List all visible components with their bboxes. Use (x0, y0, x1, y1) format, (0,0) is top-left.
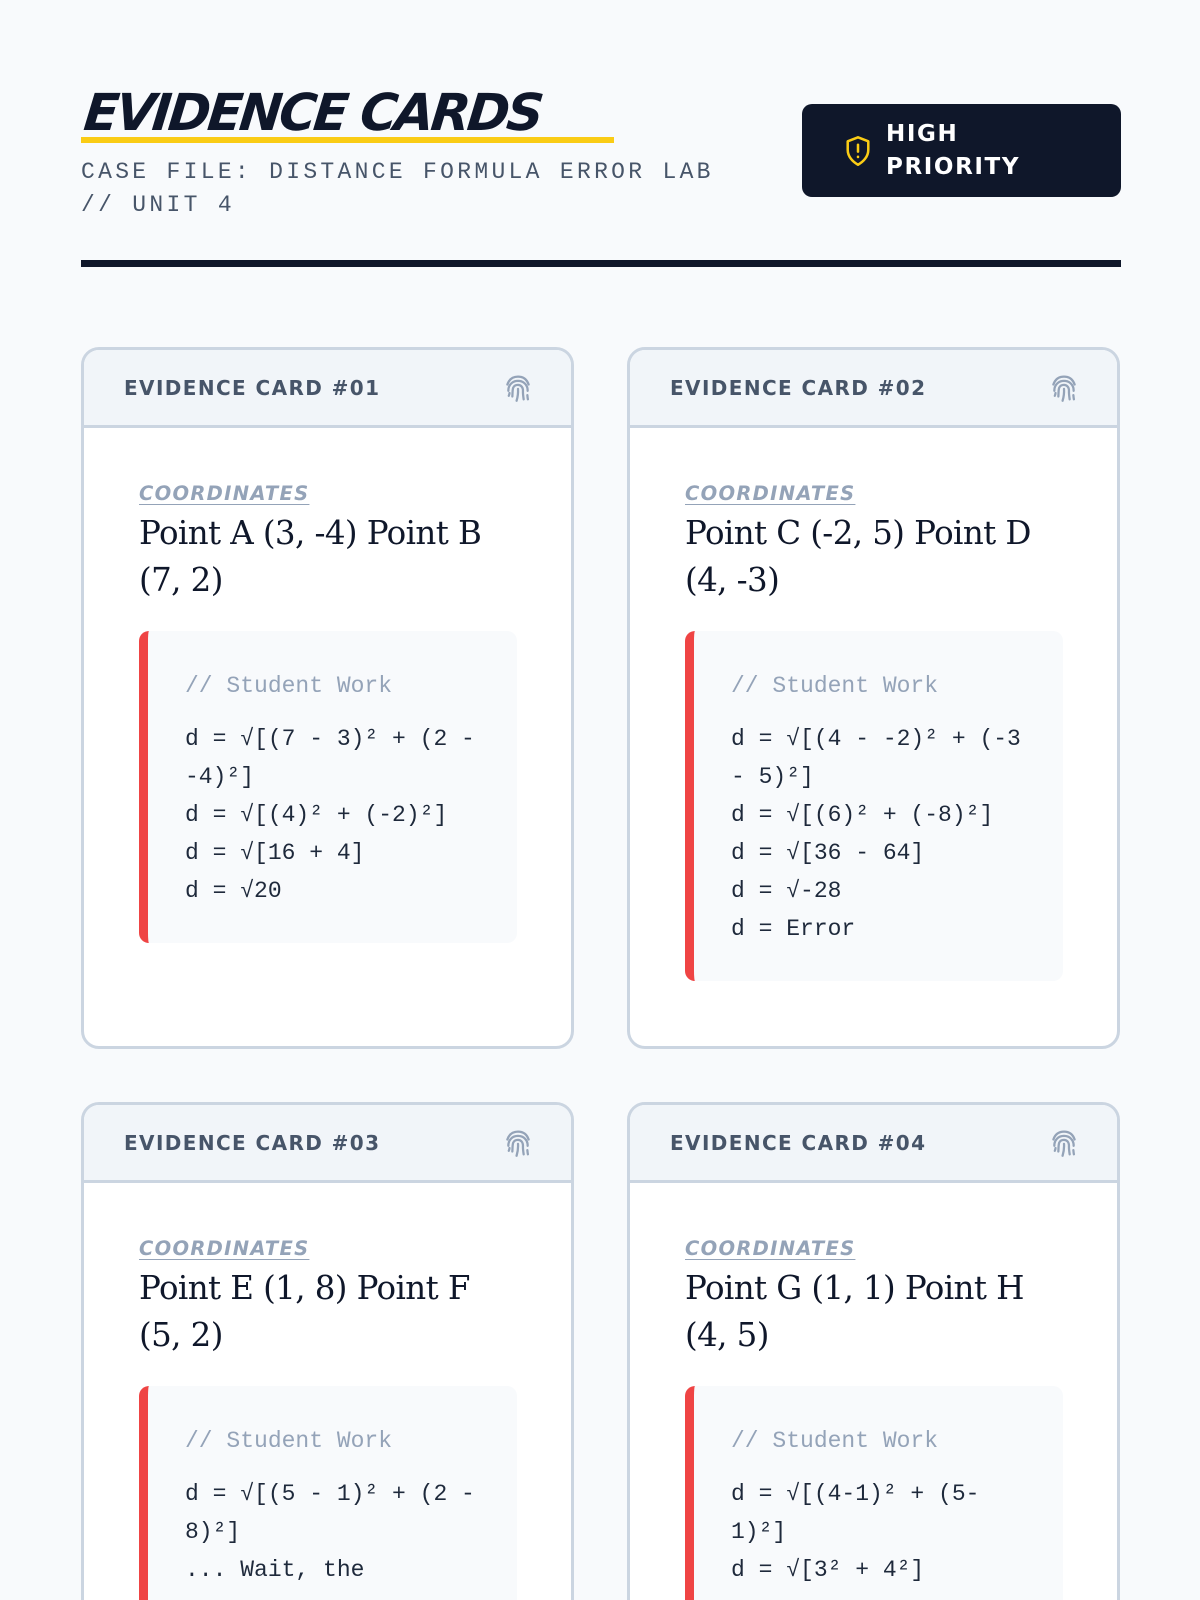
work-line: d = √-28 (731, 878, 842, 904)
page-title: EVIDENCE CARDS (81, 84, 544, 143)
fingerprint-icon (1047, 1126, 1081, 1160)
work-line: d = √[(7 - 3)² + (2 - -4)²] (185, 726, 489, 790)
card-label: EVIDENCE CARD #02 (670, 375, 927, 400)
coordinates-label: COORDINATES (139, 1237, 310, 1260)
card-body (630, 1183, 1117, 1600)
work-line: d = √[3² + 4²] (731, 1557, 925, 1583)
fingerprint-icon (1047, 371, 1081, 405)
work-line: d = √[(6)² + (-8)²] (731, 802, 994, 828)
work-line: d = √[(4-1)² + (5-1)²] (731, 1481, 980, 1545)
card-label: EVIDENCE CARD #01 (124, 375, 381, 400)
shield-alert-icon (844, 135, 872, 167)
coordinates-text: Point A (3, -4) Point B (7, 2) (139, 514, 482, 599)
card-header (84, 1105, 571, 1183)
fingerprint-icon (501, 371, 535, 405)
student-work (685, 631, 1063, 981)
card-body (84, 428, 571, 998)
fingerprint-icon (501, 1126, 535, 1160)
card-label: EVIDENCE CARD #04 (670, 1130, 927, 1155)
coordinates-label: COORDINATES (139, 482, 310, 505)
page-header (81, 84, 1121, 269)
work-line: ... Wait, the (185, 1557, 365, 1583)
work-line: d = √[36 - 64] (731, 840, 925, 866)
work-comment: // Student Work (185, 1428, 393, 1454)
work-comment: // Student Work (185, 673, 393, 699)
coordinates-label: COORDINATES (685, 482, 856, 505)
title-block (81, 84, 544, 144)
work-line: d = √[(5 - 1)² + (2 - 8)²] (185, 1481, 489, 1545)
coordinates-text: Point C (-2, 5) Point D (4, -3) (685, 514, 1031, 599)
card-body (630, 428, 1117, 1036)
evidence-card-02 (627, 347, 1120, 1049)
card-header (84, 350, 571, 428)
priority-badge (802, 104, 1121, 197)
student-work (685, 1386, 1063, 1600)
evidence-card-01 (81, 347, 574, 1049)
evidence-card-03 (81, 1102, 574, 1600)
card-body (84, 1183, 571, 1600)
work-line: d = √[(4)² + (-2)²] (185, 802, 448, 828)
work-comment: // Student Work (731, 673, 939, 699)
work-line: d = √20 (185, 878, 282, 904)
coordinates-text: Point G (1, 1) Point H (4, 5) (685, 1269, 1024, 1354)
card-header (630, 350, 1117, 428)
work-line: d = Error (731, 916, 856, 942)
card-label: EVIDENCE CARD #03 (124, 1130, 381, 1155)
priority-label: HIGH PRIORITY (886, 120, 1021, 180)
work-comment: // Student Work (731, 1428, 939, 1454)
work-line: d = √[(4 - -2)² + (-3 - 5)²] (731, 726, 1035, 790)
coordinates-text: Point E (1, 8) Point F (5, 2) (139, 1269, 470, 1354)
student-work (139, 631, 517, 943)
card-header (630, 1105, 1117, 1183)
evidence-card-04 (627, 1102, 1120, 1600)
work-line: d = √[16 + 4] (185, 840, 365, 866)
header-divider (81, 260, 1121, 267)
coordinates-label: COORDINATES (685, 1237, 856, 1260)
student-work (139, 1386, 517, 1600)
case-file-subtitle: CASE FILE: DISTANCE FORMULA ERROR LAB // UNIT 4 (81, 159, 714, 218)
